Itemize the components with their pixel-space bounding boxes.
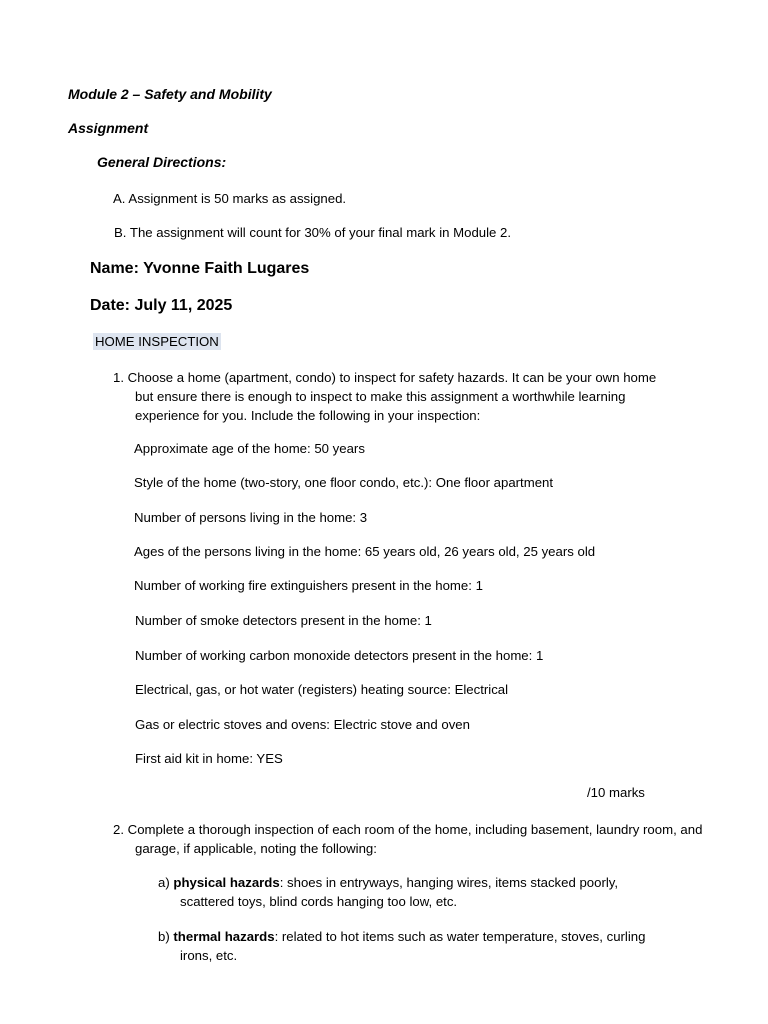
item-number-of-persons: Number of persons living in the home: 3 — [134, 510, 368, 525]
student-name: Name: Yvonne Faith Lugares — [90, 260, 310, 277]
question-2 — [113, 820, 705, 858]
question-2-number: 2. — [113, 822, 124, 837]
item-age-of-home: Approximate age of the home: 50 years — [134, 441, 365, 456]
item-stoves-ovens: Gas or electric stoves and ovens: Electric stove and oven — [135, 717, 470, 732]
subitem-thermal-hazards — [158, 927, 660, 965]
assignment-title: Assignment — [68, 120, 149, 136]
section-heading-text: HOME INSPECTION — [95, 334, 219, 349]
question-1-marks: /10 marks — [587, 785, 645, 800]
question-1-number: 1. — [113, 370, 124, 385]
subitem-a-rest: : shoes in entryways, hanging wires, items stacked poorly, scattered toys, blind cords hanging too low, etc. — [180, 875, 619, 909]
subitem-b-rest: : related to hot items such as water temperature, stoves, curling irons, etc. — [180, 929, 646, 963]
submission-date: Date: July 11, 2025 — [90, 297, 233, 314]
section-heading — [93, 334, 221, 349]
question-1 — [113, 368, 675, 425]
subitem-b-letter: b) — [158, 929, 170, 944]
question-1-text: Choose a home (apartment, condo) to inspect for safety hazards. It can be your own home but ensure there is enough to inspect to make this assignment a worthwhile learning experience for you. Include the following in your inspection: — [127, 370, 657, 423]
item-co-detectors: Number of working carbon monoxide detectors present in the home: 1 — [135, 648, 544, 663]
subitem-physical-hazards — [158, 873, 660, 911]
item-first-aid-kit: First aid kit in home: YES — [135, 751, 283, 766]
subitem-a-letter: a) — [158, 875, 170, 890]
item-fire-extinguishers: Number of working fire extinguishers present in the home: 1 — [134, 578, 483, 593]
direction-a: A. Assignment is 50 marks as assigned. — [113, 191, 347, 206]
item-style-of-home: Style of the home (two-story, one floor condo, etc.): One floor apartment — [134, 475, 554, 490]
item-ages-of-persons: Ages of the persons living in the home: 65 years old, 26 years old, 25 years old — [134, 544, 596, 559]
item-smoke-detectors: Number of smoke detectors present in the home: 1 — [135, 613, 432, 628]
module-title: Module 2 – Safety and Mobility — [68, 86, 272, 102]
question-2-text: Complete a thorough inspection of each room of the home, including basement, laundry room, and garage, if applicable, noting the following: — [127, 822, 703, 856]
subitem-b-bold: thermal hazards — [173, 929, 275, 944]
subitem-a-bold: physical hazards — [173, 875, 280, 890]
direction-b: B. The assignment will count for 30% of your final mark in Module 2. — [114, 225, 512, 240]
general-directions-heading: General Directions: — [97, 154, 227, 170]
item-heating-source: Electrical, gas, or hot water (registers) heating source: Electrical — [135, 682, 509, 697]
